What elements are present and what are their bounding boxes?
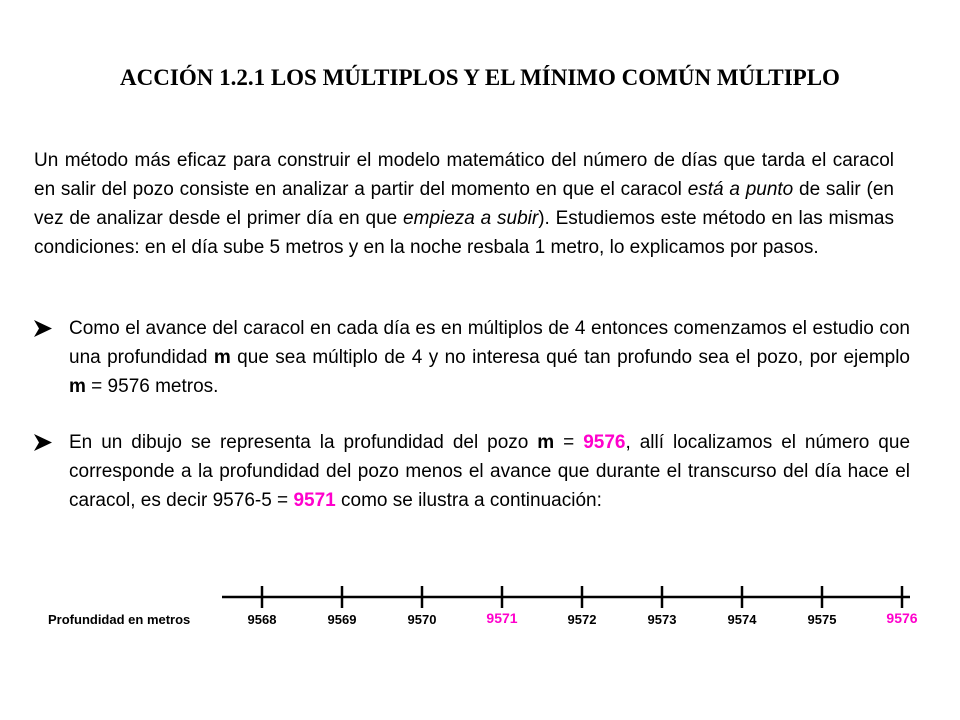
- number-line-tick-label: 9570: [407, 612, 437, 627]
- arrow-bullet-icon: [34, 320, 52, 337]
- number-line-tick-label: 9568: [247, 612, 277, 627]
- bullet2-value-9571: 9571: [293, 490, 336, 511]
- page-title: ACCIÓN 1.2.1 LOS MÚLTIPLOS Y EL MÍNIMO COMÚN MÚLTIPLO: [120, 65, 840, 90]
- number-line-tick-label: 9572: [567, 612, 597, 627]
- number-line-tick-label: 9575: [807, 612, 837, 627]
- intro-italic-2: empieza a subir: [403, 208, 539, 229]
- intro-paragraph: [34, 146, 894, 262]
- bullet-item-2: [34, 428, 910, 515]
- bullet2-m: m: [537, 432, 555, 453]
- intro-text-3: ). Estudiemos este método en las mismas condiciones: en el día sube 5 metros y en la noche resbala 1 metro, lo explicamos por pasos.: [34, 208, 894, 258]
- number-line-tick-label: 9571: [486, 610, 518, 626]
- arrow-bullet-icon: [34, 434, 52, 451]
- number-line-tick-label: 9576: [886, 610, 918, 626]
- bullet1-m-1: m: [213, 347, 231, 368]
- bullet2-text-1: En un dibujo se representa la profundidad del pozo: [69, 432, 538, 453]
- bullet-text-1: [69, 314, 910, 401]
- intro-text-1: Un método más eficaz para construir el modelo matemático del número de días que tarda el caracol en salir del pozo consiste en analizar a partir del momento en que el caracol: [34, 150, 894, 200]
- bullet2-text-3: , allí localizamos el número que corresponde a la profundidad del pozo menos el avance que durante el transcurso del día hace el caracol, es decir 9576-5 =: [69, 432, 911, 511]
- bullet1-text-3: = 9576 metros.: [85, 376, 219, 397]
- number-line-tick-label: 9574: [727, 612, 757, 627]
- bullet-text-2: [69, 428, 910, 515]
- bullet2-text-2: =: [554, 432, 584, 453]
- bullet2-text-4: como se ilustra a continuación:: [335, 490, 602, 511]
- number-line-tick-label: 9569: [327, 612, 357, 627]
- bullet1-text-2: que sea múltiplo de 4 y no interesa qué tan profundo sea el pozo, por ejemplo: [230, 347, 910, 368]
- bullet2-value-9576: 9576: [583, 432, 626, 453]
- bullet-item-1: [34, 314, 910, 401]
- number-line: [0, 575, 960, 635]
- bullet1-m-2: m: [69, 376, 86, 397]
- intro-italic-1: está a punto: [687, 179, 794, 200]
- intro-text-2: de salir (en vez de analizar desde el primer día en que: [34, 179, 894, 229]
- bullet1-text-1: Como el avance del caracol en cada día es en múltiplos de 4 entonces comenzamos el estudio con una profundidad: [69, 318, 910, 368]
- number-line-tick-label: 9573: [647, 612, 677, 627]
- number-line-ticks: [248, 586, 918, 627]
- number-line-label: Profundidad en metros: [48, 612, 191, 627]
